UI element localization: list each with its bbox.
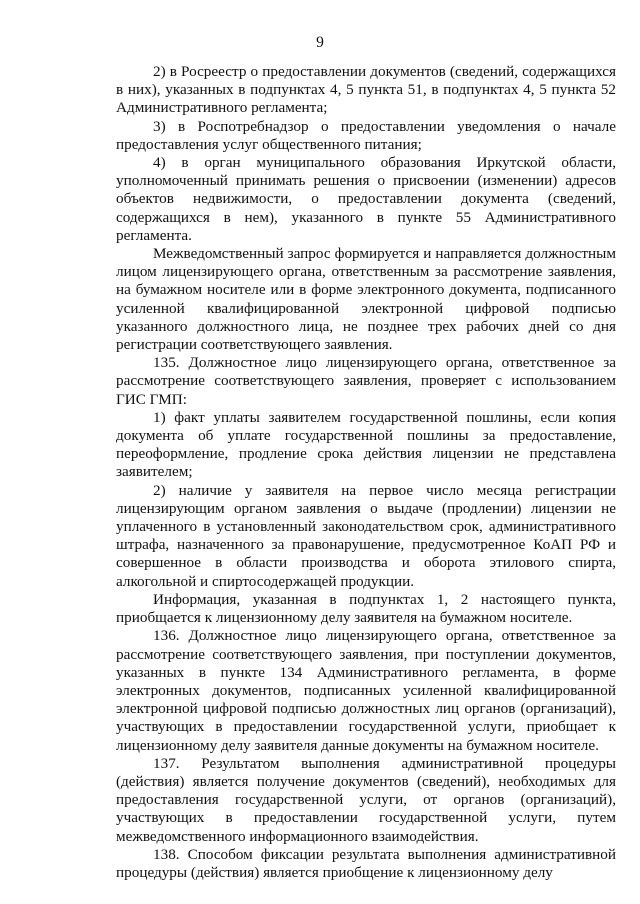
- paragraph-135-information: Информация, указанная в подпунктах 1, 2 настоящего пункта, приобщается к лицензионному делу заявителя на бумажном носителе.: [116, 590, 616, 627]
- document-body: [116, 63, 616, 882]
- paragraph-135: 135. Должностное лицо лицензирующего органа, ответственное за рассмотрение соответствующего заявления, проверяет с использованием ГИС ГМП:: [116, 354, 616, 408]
- paragraph-rospotrebnadzor-request: 3) в Роспотребнадзор о предоставлении уведомления о начале предоставления услуг общественного питания;: [116, 117, 616, 153]
- paragraph-rosreestr-request: 2) в Росреестр о предоставлении документов (сведений, содержащихся в них), указанных в подпунктах 4, 5 пункта 51, в подпунктах 4, 5 пункта 52 Административного регламента;: [116, 63, 616, 117]
- paragraph-138: 138. Способом фиксации результата выполнения административной процедуры (действия) является приобщение к лицензионному делу: [116, 845, 616, 881]
- paragraph-137: 137. Результатом выполнения административной процедуры (действия) является получение документов (сведений), необходимых для предоставления государственной услуги, от органов (организаций), участвующих в предоставлении государственной услуги, путем межведомственного информационного взаимодействия.: [116, 754, 616, 845]
- paragraph-interdepartmental-request: Межведомственный запрос формируется и направляется должностным лицом лицензирующего органа, ответственным за рассмотрение заявления, на бумажном носителе или в форме электронного документа, подписанного усиленной квалифицированной электронной цифровой подписью указанного должностного лица, не позднее трех рабочих дней со дня регистрации соответствующего заявления.: [116, 245, 616, 354]
- paragraph-136: 136. Должностное лицо лицензирующего органа, ответственное за рассмотрение соответствующего заявления, при поступлении документов, указанных в пункте 134 Административного регламента, в форме электронных документов, подписанных усиленной квалифицированной электронной цифровой подписью должностных лиц органов (организаций), участвующих в предоставлении государственной услуги, приобщает к лицензионному делу заявителя данные документы на бумажном носителе.: [116, 627, 616, 754]
- paragraph-135-item-1: 1) факт уплаты заявителем государственной пошлины, если копия документа об уплате государственной пошлины за предоставление, переоформление, продление срока действия лицензии не представлена заявителем;: [116, 408, 616, 481]
- paragraph-135-item-2: 2) наличие у заявителя на первое число месяца регистрации лицензирующим органом заявления о выдаче (продлении) лицензии не уплаченного в установленный законодательством срок, административного штрафа, назначенного за правонарушение, предусмотренное КоАП РФ и совершенное в области производства и оборота этилового спирта, алкогольной и спиртосодержащей продукции.: [116, 481, 616, 590]
- page-number: 9: [316, 34, 324, 51]
- paragraph-municipal-request: 4) в орган муниципального образования Иркутской области, уполномоченный принимать решения о присвоении (изменении) адресов объектов недвижимости, о предоставлении документа (сведений, содержащихся в нем), указанного в пункте 55 Административного регламента.: [116, 154, 616, 244]
